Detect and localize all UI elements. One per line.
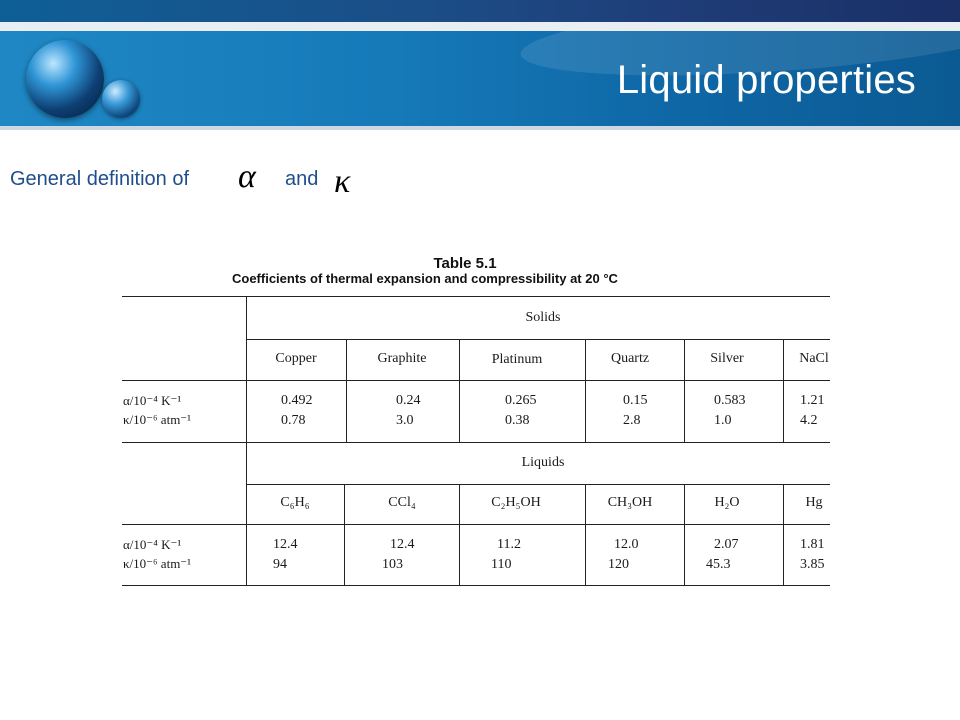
table-caption: Coefficients of thermal expansion and compressibility at 20 °C <box>232 271 618 286</box>
solids-alpha-value: 0.265 <box>505 393 537 408</box>
liquids-kappa-value: 45.3 <box>706 557 731 572</box>
liquids-col-header: C₂H₅OH <box>491 495 541 510</box>
liquids-alpha-value: 11.2 <box>497 537 521 552</box>
solids-divider-5 <box>783 339 784 442</box>
solids-divider-3 <box>585 339 586 442</box>
liquids-header-rule <box>122 524 830 525</box>
solids-alpha-value: 0.24 <box>396 393 421 408</box>
solids-col-header: Graphite <box>377 351 427 366</box>
liquids-col-header: H₂O <box>714 495 740 510</box>
alpha-symbol: α <box>238 158 256 195</box>
solids-alpha-value: 0.15 <box>623 393 648 408</box>
row-label-alpha: α/10⁻⁴ K⁻¹ <box>123 537 182 552</box>
solids-col-header: Quartz <box>610 351 650 366</box>
solids-col-header: Silver <box>710 351 744 366</box>
definition-text: General definition of <box>10 168 190 190</box>
solids-col-header: Copper <box>275 351 317 366</box>
liquids-alpha-value: 12.0 <box>614 537 639 552</box>
liquids-divider-2 <box>459 484 460 585</box>
solids-heading: Solids <box>525 310 561 325</box>
liquids-col-header: CH₃OH <box>607 495 653 510</box>
solids-kappa-value: 4.2 <box>800 413 818 428</box>
solids-kappa-value: 1.0 <box>714 413 732 428</box>
table-bottom-rule <box>122 585 830 586</box>
solids-header-rule <box>122 380 830 381</box>
row-label-kappa: κ/10⁻⁶ atm⁻¹ <box>123 556 192 571</box>
row-label-kappa: κ/10⁻⁶ atm⁻¹ <box>123 412 192 427</box>
solids-divider-4 <box>684 339 685 442</box>
solids-kappa-value: 0.78 <box>281 413 306 428</box>
solids-heading-rule <box>247 339 830 340</box>
solids-divider-1 <box>346 339 347 442</box>
top-accent-strip <box>0 0 960 22</box>
liquids-alpha-value: 2.07 <box>714 537 739 552</box>
liquids-divider-3 <box>585 484 586 585</box>
slide-title: Liquid properties <box>616 58 916 102</box>
liquids-kappa-value: 120 <box>608 557 629 572</box>
liquids-alpha-value: 1.81 <box>800 537 825 552</box>
liquids-col-header: C₆H₆ <box>280 495 310 510</box>
and-text: and <box>285 168 319 190</box>
liquids-divider-4 <box>684 484 685 585</box>
liquids-kappa-value: 110 <box>491 557 512 572</box>
liquids-heading-rule <box>247 484 830 485</box>
liquids-kappa-value: 3.85 <box>800 557 825 572</box>
solids-col-header: NaCl <box>799 351 829 366</box>
solids-alpha-value: 0.583 <box>714 393 746 408</box>
solids-alpha-value: 0.492 <box>281 393 313 408</box>
label-column-divider <box>246 296 247 585</box>
liquids-divider-5 <box>783 484 784 585</box>
liquids-col-header: Hg <box>805 495 823 510</box>
solids-kappa-value: 0.38 <box>505 413 530 428</box>
liquids-alpha-value: 12.4 <box>390 537 415 552</box>
table-label: Table 5.1 <box>433 255 497 272</box>
solids-divider-2 <box>459 339 460 442</box>
liquids-col-header: CCl₄ <box>388 495 416 510</box>
solids-bottom-rule <box>122 442 830 443</box>
liquids-heading: Liquids <box>521 455 565 470</box>
liquids-kappa-value: 103 <box>382 557 403 572</box>
globe-logo-icon <box>26 40 104 118</box>
liquids-kappa-value: 94 <box>273 557 287 572</box>
table-top-rule <box>122 296 830 297</box>
kappa-symbol: κ <box>334 163 351 200</box>
solids-col-header: Platinum <box>491 352 543 367</box>
solids-alpha-value: 1.21 <box>800 393 825 408</box>
solids-kappa-value: 3.0 <box>396 413 414 428</box>
row-label-alpha: α/10⁻⁴ K⁻¹ <box>123 393 182 408</box>
small-globe-logo-icon <box>102 80 140 118</box>
header-divider <box>0 126 960 130</box>
liquids-divider-1 <box>344 484 345 585</box>
top-gap-strip <box>0 22 960 31</box>
solids-kappa-value: 2.8 <box>623 413 641 428</box>
liquids-alpha-value: 12.4 <box>273 537 298 552</box>
